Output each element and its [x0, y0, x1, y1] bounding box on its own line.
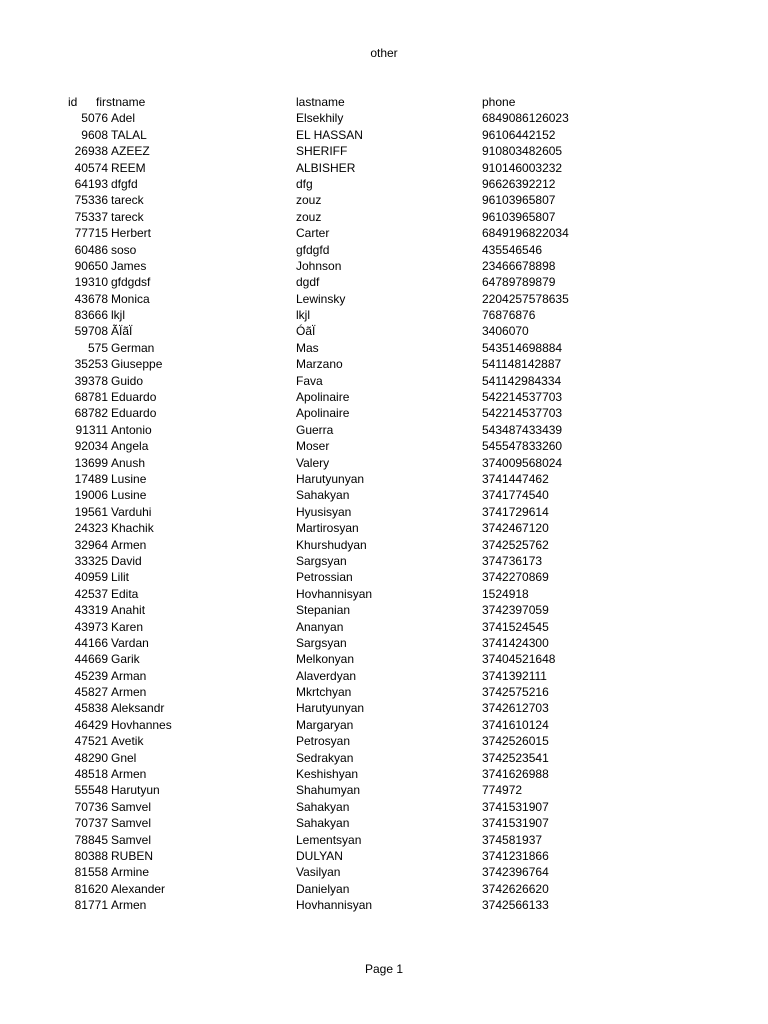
cell-firstname: Avetik: [111, 734, 144, 749]
cell-id: 5076: [81, 111, 108, 126]
cell-lastname: Hovhannisyan: [296, 898, 373, 913]
header-phone: phone: [482, 95, 516, 109]
cell-lastname: Sahakyan: [296, 816, 350, 831]
cell-id: 9608: [81, 127, 108, 142]
cell-lastname: SHERIFF: [296, 144, 348, 159]
cell-firstname: Arman: [111, 668, 147, 683]
cell-lastname: Marzano: [296, 357, 343, 372]
cell-lastname: Hyusisyan: [296, 504, 352, 519]
cell-phone: 3742566133: [482, 898, 549, 913]
cell-lastname: DULYAN: [296, 848, 343, 863]
cell-id: 75336: [74, 193, 108, 208]
cell-phone: 3742525762: [482, 537, 549, 552]
cell-phone: 541148142887: [482, 357, 562, 372]
cell-lastname: Lementsyan: [296, 832, 362, 847]
cell-id: 13699: [74, 455, 108, 470]
cell-firstname: Samvel: [111, 832, 152, 847]
cell-lastname: dfg: [296, 176, 313, 191]
cell-id: 35253: [74, 357, 108, 372]
cell-id: 68782: [74, 406, 108, 421]
cell-id: 92034: [74, 439, 108, 454]
page-number: Page 1: [364, 962, 404, 976]
cell-firstname: Alexander: [111, 881, 166, 896]
cell-firstname: Lusine: [111, 471, 147, 486]
cell-lastname: Harutyunyan: [296, 701, 365, 716]
header-firstname: firstname: [96, 95, 146, 109]
cell-lastname: Fava: [296, 373, 323, 388]
cell-id: 91311: [75, 422, 108, 437]
cell-firstname: gfdgdsf: [111, 275, 151, 290]
cell-phone: 3742467120: [482, 521, 549, 536]
cell-lastname: zouz: [296, 209, 322, 224]
cell-id: 45827: [74, 685, 108, 700]
cell-lastname: dgdf: [296, 275, 320, 290]
cell-id: 45838: [74, 701, 108, 716]
cell-id: 32964: [74, 537, 108, 552]
cell-lastname: Mas: [296, 340, 319, 355]
cell-id: 43973: [74, 619, 108, 634]
cell-firstname: Hovhannes: [111, 717, 172, 732]
cell-lastname: Sargsyan: [296, 553, 347, 568]
cell-firstname: Garik: [111, 652, 140, 667]
cell-lastname: Apolinaire: [296, 406, 350, 421]
cell-phone: 374009568024: [482, 455, 563, 470]
cell-firstname: Monica: [111, 291, 150, 306]
cell-firstname: Samvel: [111, 799, 152, 814]
cell-phone: 3741424300: [482, 635, 549, 650]
cell-firstname: Varduhi: [111, 504, 152, 519]
cell-id: 60486: [74, 242, 108, 257]
cell-firstname: lkjl: [111, 308, 125, 323]
cell-id: 42537: [74, 586, 108, 601]
cell-phone: 96103965807: [482, 193, 556, 208]
cell-id: 59708: [74, 324, 108, 339]
cell-phone: 6849196822034: [482, 226, 569, 241]
cell-phone: 543514698884: [482, 340, 563, 355]
cell-phone: 3742396764: [482, 865, 549, 880]
cell-phone: 545547833260: [482, 439, 563, 454]
cell-id: 19006: [74, 488, 108, 503]
cell-phone: 3741392111: [482, 668, 547, 683]
cell-phone: 3742397059: [482, 603, 549, 618]
cell-firstname: Angela: [111, 439, 149, 454]
cell-lastname: Valery: [296, 455, 330, 470]
cell-id: 81558: [74, 865, 108, 880]
cell-id: 45239: [74, 668, 108, 683]
cell-firstname: Samvel: [111, 816, 152, 831]
cell-id: 48518: [74, 767, 108, 782]
page-title: other: [370, 46, 398, 60]
cell-firstname: Aleksandr: [111, 701, 165, 716]
cell-phone: 37404521648: [482, 652, 556, 667]
cell-phone: 96626392212: [482, 176, 556, 191]
cell-lastname: Sahakyan: [296, 488, 350, 503]
cell-lastname: ÓãÏ: [296, 324, 316, 339]
cell-lastname: Johnson: [296, 258, 342, 273]
cell-firstname: Eduardo: [111, 406, 157, 421]
cell-id: 70737: [74, 816, 108, 831]
cell-lastname: EL HASSAN: [296, 127, 363, 142]
cell-phone: 2204257578635: [482, 291, 569, 306]
cell-firstname: Armine: [111, 865, 150, 880]
cell-phone: 23466678898: [482, 258, 556, 273]
cell-id: 44669: [74, 652, 108, 667]
cell-firstname: REEM: [111, 160, 146, 175]
cell-firstname: soso: [111, 242, 137, 257]
cell-firstname: Armen: [111, 685, 147, 700]
cell-firstname: Antonio: [111, 422, 152, 437]
cell-firstname: Herbert: [111, 226, 152, 241]
header-id: id: [68, 95, 78, 109]
cell-id: 46429: [74, 717, 108, 732]
cell-firstname: David: [111, 553, 142, 568]
cell-lastname: Hovhannisyan: [296, 586, 373, 601]
cell-lastname: Alaverdyan: [296, 668, 357, 683]
cell-lastname: Lewinsky: [296, 291, 346, 306]
cell-firstname: tareck: [111, 209, 144, 224]
cell-phone: 374581937: [482, 832, 543, 847]
cell-lastname: Shahumyan: [296, 783, 361, 798]
cell-phone: 76876876: [482, 308, 536, 323]
cell-lastname: Petrossian: [296, 570, 353, 585]
cell-phone: 774972: [482, 783, 523, 798]
cell-id: 64193: [74, 176, 108, 191]
cell-phone: 3741531907: [482, 816, 549, 831]
cell-lastname: gfdgfd: [296, 242, 330, 257]
cell-id: 39378: [74, 373, 108, 388]
cell-phone: 3742523541: [482, 750, 549, 765]
cell-lastname: Moser: [296, 439, 330, 454]
cell-firstname: dfgfd: [111, 176, 138, 191]
cell-lastname: zouz: [296, 193, 322, 208]
cell-firstname: Khachik: [111, 521, 154, 536]
cell-lastname: lkjl: [296, 308, 310, 323]
cell-phone: 3741231866: [482, 848, 549, 863]
cell-lastname: Apolinaire: [296, 390, 350, 405]
cell-firstname: RUBEN: [111, 848, 154, 863]
cell-phone: 435546546: [482, 242, 543, 257]
cell-id: 78845: [74, 832, 108, 847]
cell-phone: 64789789879: [482, 275, 556, 290]
cell-phone: 542214537703: [482, 406, 563, 421]
cell-phone: 3741610124: [482, 717, 549, 732]
cell-phone: 3742270869: [482, 570, 549, 585]
cell-id: 44166: [74, 635, 108, 650]
cell-lastname: Guerra: [296, 422, 334, 437]
cell-phone: 1524918: [482, 586, 529, 601]
cell-lastname: Sargsyan: [296, 635, 347, 650]
cell-id: 81620: [74, 881, 108, 896]
cell-id: 83666: [74, 308, 108, 323]
cell-firstname: AZEEZ: [111, 144, 150, 159]
cell-firstname: Edita: [111, 586, 139, 601]
cell-id: 48290: [74, 750, 108, 765]
cell-phone: 3406070: [482, 324, 529, 339]
cell-id: 19310: [74, 275, 108, 290]
cell-firstname: Armen: [111, 537, 147, 552]
cell-firstname: Karen: [111, 619, 144, 634]
cell-firstname: TALAL: [111, 127, 147, 142]
cell-firstname: Adel: [111, 111, 136, 126]
cell-phone: 96103965807: [482, 209, 556, 224]
cell-id: 19561: [74, 504, 108, 519]
cell-id: 90650: [74, 258, 108, 273]
cell-id: 17489: [74, 471, 108, 486]
cell-firstname: Gnel: [111, 750, 137, 765]
cell-lastname: Harutyunyan: [296, 471, 365, 486]
cell-firstname: Vardan: [111, 635, 149, 650]
cell-lastname: Keshishyan: [296, 767, 359, 782]
cell-lastname: Petrosyan: [296, 734, 351, 749]
cell-phone: 6849086126023: [482, 111, 569, 126]
cell-id: 575: [87, 340, 108, 355]
cell-id: 77715: [74, 226, 108, 241]
cell-id: 43319: [74, 603, 108, 618]
cell-lastname: Martirosyan: [296, 521, 359, 536]
cell-id: 68781: [74, 390, 108, 405]
cell-id: 47521: [74, 734, 108, 749]
cell-phone: 543487433439: [482, 422, 563, 437]
cell-phone: 541142984334: [482, 373, 562, 388]
cell-firstname: tareck: [111, 193, 144, 208]
cell-firstname: Harutyun: [111, 783, 160, 798]
cell-lastname: Margaryan: [296, 717, 354, 732]
cell-phone: 3742575216: [482, 685, 549, 700]
cell-firstname: Giuseppe: [111, 357, 163, 372]
cell-lastname: Carter: [296, 226, 330, 241]
cell-lastname: Vasilyan: [296, 865, 341, 880]
cell-id: 55548: [74, 783, 108, 798]
cell-phone: 3741531907: [482, 799, 549, 814]
cell-lastname: ALBISHER: [296, 160, 356, 175]
cell-phone: 3742626620: [482, 881, 549, 896]
cell-lastname: Stepanian: [296, 603, 351, 618]
cell-phone: 96106442152: [482, 127, 556, 142]
cell-id: 70736: [74, 799, 108, 814]
cell-lastname: Sahakyan: [296, 799, 350, 814]
cell-phone: 3742526015: [482, 734, 549, 749]
cell-id: 80388: [74, 848, 108, 863]
cell-phone: 3741729614: [482, 504, 549, 519]
cell-phone: 3741447462: [482, 471, 549, 486]
cell-phone: 3741524545: [482, 619, 549, 634]
cell-phone: 910146003232: [482, 160, 563, 175]
cell-phone: 910803482605: [482, 144, 563, 159]
cell-id: 40574: [74, 160, 108, 175]
cell-id: 24323: [74, 521, 108, 536]
cell-lastname: Elsekhily: [296, 111, 344, 126]
cell-id: 40959: [74, 570, 108, 585]
cell-phone: 542214537703: [482, 390, 563, 405]
cell-lastname: Sedrakyan: [296, 750, 354, 765]
cell-lastname: Ananyan: [296, 619, 344, 634]
cell-id: 81771: [74, 898, 108, 913]
cell-firstname: ÃÏãÏ: [111, 324, 133, 339]
cell-lastname: Melkonyan: [296, 652, 355, 667]
cell-lastname: Khurshudyan: [296, 537, 367, 552]
cell-phone: 3741774540: [482, 488, 549, 503]
cell-firstname: Guido: [111, 373, 144, 388]
cell-id: 75337: [74, 209, 108, 224]
cell-id: 26938: [74, 144, 108, 159]
cell-phone: 374736173: [482, 553, 543, 568]
cell-firstname: German: [111, 340, 155, 355]
cell-firstname: Lilit: [111, 570, 130, 585]
cell-firstname: Anush: [111, 455, 146, 470]
cell-firstname: Armen: [111, 898, 147, 913]
header-lastname: lastname: [296, 95, 345, 109]
cell-firstname: Armen: [111, 767, 147, 782]
cell-firstname: James: [111, 258, 147, 273]
cell-firstname: Eduardo: [111, 390, 157, 405]
cell-lastname: Danielyan: [296, 881, 350, 896]
cell-id: 33325: [74, 553, 108, 568]
cell-phone: 3742612703: [482, 701, 549, 716]
cell-firstname: Anahit: [111, 603, 146, 618]
cell-lastname: Mkrtchyan: [296, 685, 352, 700]
cell-phone: 3741626988: [482, 767, 549, 782]
cell-id: 43678: [74, 291, 108, 306]
cell-firstname: Lusine: [111, 488, 147, 503]
